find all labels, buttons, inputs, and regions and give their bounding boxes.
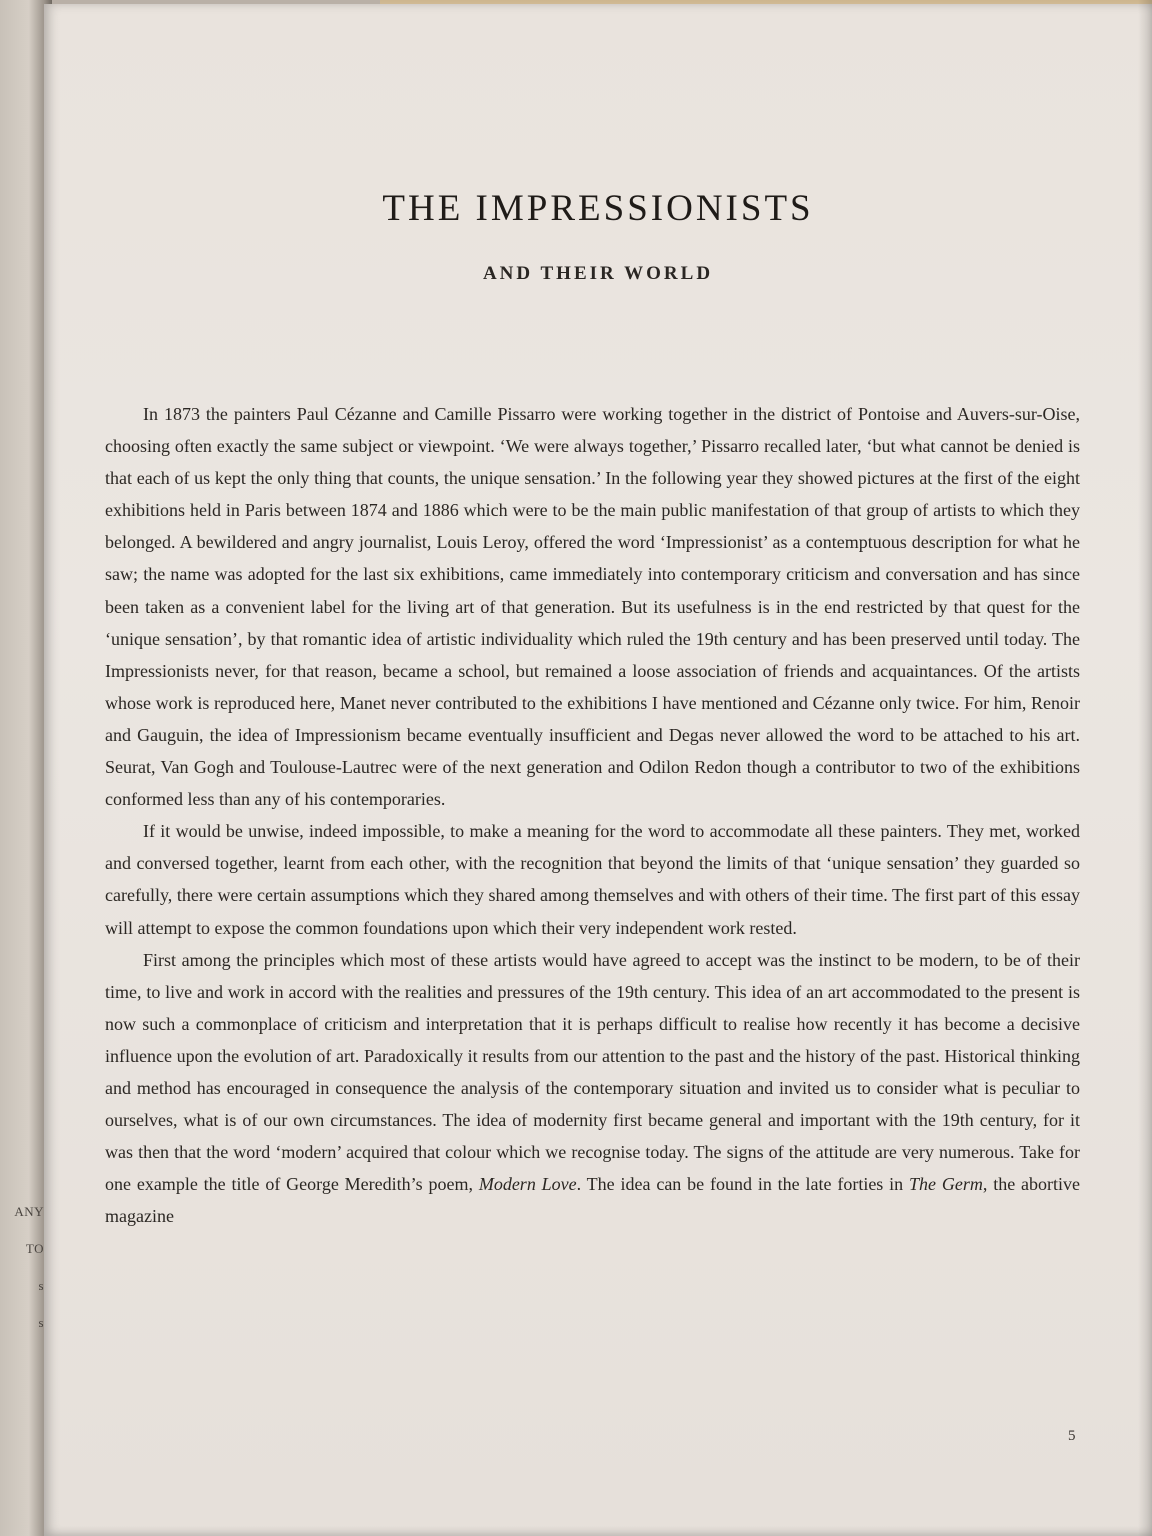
paragraph-text: First among the principles which most of these artists would have agreed to accept was the instinct to be modern, to be of their time, to live and work in accord with the realities and pressures of the 19th century. This idea of an art accommodated to the present is now such a commonplace of criticism and interpretation that it is perhaps difficult to realise how recently it has become a decisive influence upon the evolution of art. Paradoxically it results from our attention to the past and the history of the past. Historical thinking and method has encouraged in consequence the analysis of the contemporary situation and invited us to consider what is peculiar to ourselves, what is of our own circumstances. The idea of modernity first became general and important with the 19th century, for it was then that the word ‘modern’ acquired that colour which we recognise today. The signs of the attitude are very numerous. Take for one example the title of George Meredith’s poem,: [105, 949, 1080, 1195]
paragraph-text: . The idea can be found in the late forties in: [576, 1174, 910, 1195]
paragraph-text: In 1873 the painters Paul Cézanne and Camille Pissarro were working together in the district of Pontoise and Auvers-sur-Oise, choosing often exactly the same subject or viewpoint. ‘We were always together,’ Pissarro recalled later, ‘but what cannot be denied is that each of us kept the only thing that counts, the unique sensation.’ In the following year they showed pictures at the first of the eight exhibitions held in Paris between 1874 and 1886 which were to be the main public manifestation of that group of artists to which they belonged. A bewildered and angry journalist, Louis Leroy, offered the word ‘Impressionist’ as a contemptuous description for what he saw; the name was adopted for the last six exhibitions, came immediately into contemporary criticism and conversation and has since been taken as a convenient label for the living art of that generation. But its usefulness is in the end restricted by that quest for the ‘unique sensation’, by that romantic idea of artistic individuality which ruled the 19th century and has been preserved until today. The Impressionists never, for that reason, became a school, but remained a loose association of friends and acquaintances. Of the artists whose work is reproduced here, Manet never contributed to the exhibitions I have mentioned and Cézanne only twice. For him, Renoir and Gauguin, the idea of Impressionism became eventually insufficient and Degas never allowed the word to be attached to his art. Seurat, Van Gogh and Toulouse-Lautrec were of the next generation and Odilon Redon though a contributor to two of the exhibitions conformed less than any of his contemporaries.: [105, 404, 1080, 810]
facing-page-fragment: TO: [25, 1241, 44, 1256]
essay-paragraph: [105, 815, 1080, 943]
essay-paragraph: [105, 944, 1080, 1233]
facing-page-fragment: ANY: [14, 1204, 44, 1219]
essay-body: [105, 398, 1080, 1232]
page-title: THE IMPRESSIONISTS: [382, 188, 814, 229]
page-edge-shadow: [1138, 0, 1152, 1536]
paragraph-text: , the abortive magazine: [105, 1174, 1081, 1227]
page-number: 5: [1068, 1428, 1076, 1444]
facing-page-text-fragments: [4, 1205, 44, 1353]
essay-paragraph: [105, 398, 1080, 815]
italic-title: The Germ: [909, 1174, 983, 1195]
paragraph-text: If it would be unwise, indeed impossible, to make a meaning for the word to accommodate all these painters. They met, worked and conversed together, learnt from each other, with the recognition that beyond the limits of that ‘unique sensation’ they guarded so carefully, there were certain assumptions which they shared among themselves and with others of their time. The first part of this essay will attempt to expose the common foundations upon which their very independent work rested.: [105, 821, 1080, 938]
page-subtitle: AND THEIR WORLD: [482, 263, 714, 284]
facing-page-fragment: s: [38, 1315, 44, 1330]
facing-page-fragment: s: [38, 1278, 44, 1293]
italic-title: Modern Love: [478, 1174, 577, 1195]
book-page: [44, 4, 1152, 1536]
